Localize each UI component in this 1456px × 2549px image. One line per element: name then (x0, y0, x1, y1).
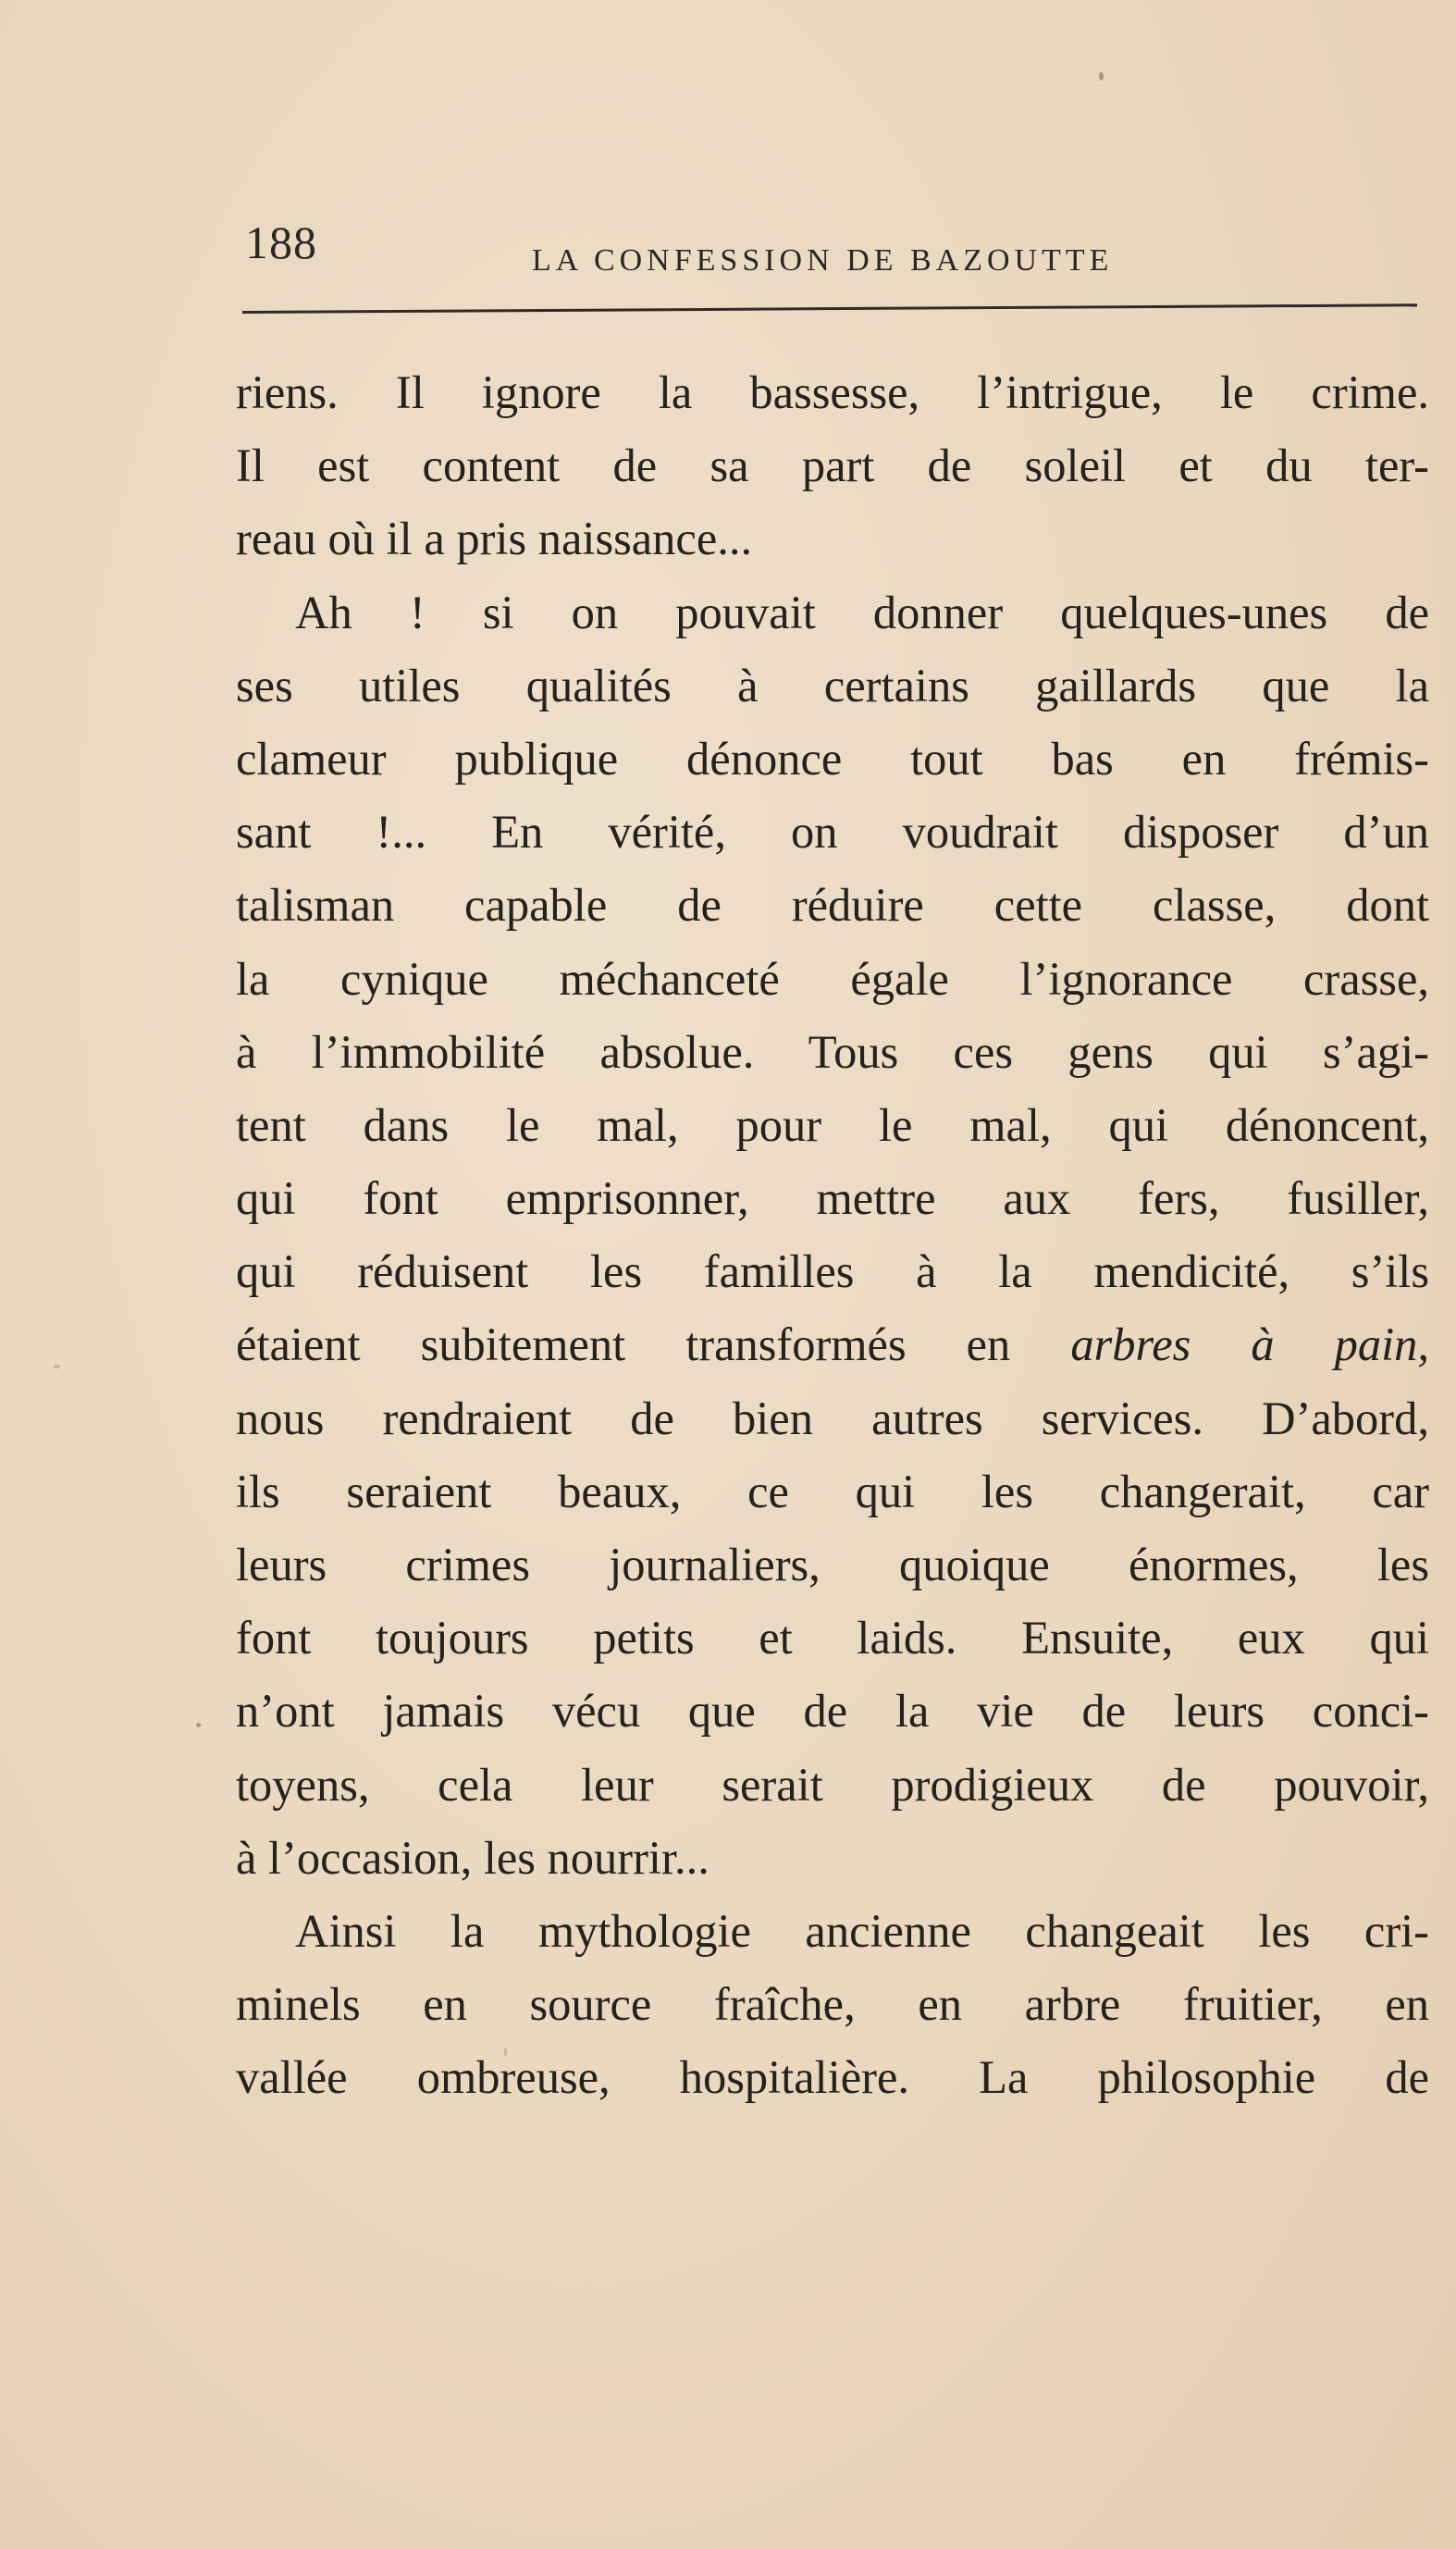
text-line: la cynique méchanceté égale l’ignorance crasse, (236, 952, 1429, 1005)
text-line: qui réduisent les familles à la mendicité, s’ils (236, 1245, 1429, 1298)
text-line: nous rendraient de bien autres services. D’abord, (236, 1392, 1429, 1444)
text-line: reau où il a pris naissance... (236, 513, 753, 565)
page-number: 188 (245, 217, 317, 268)
text-line: leurs crimes journaliers, quoique énormes, les (236, 1539, 1429, 1590)
paper-speck (504, 2048, 507, 2057)
text-line: qui font emprisonner, mettre aux fers, fusiller, (236, 1172, 1429, 1225)
text-line: talisman capable de réduire cette classe, dont (236, 879, 1429, 932)
paragraph-start-line: Ah ! si on pouvait donner quelques-unes de (295, 586, 1429, 638)
italic-phrase: arbres à pain, (1070, 1318, 1429, 1371)
running-head (236, 208, 1429, 282)
text-segment: étaient subitement transformés en (236, 1318, 1071, 1371)
text-line: riens. Il ignore la bassesse, l’intrigue, le crime. (236, 366, 1429, 418)
text-line: toyens, cela leur serait prodigieux de pouvoir, (236, 1758, 1429, 1811)
text-line: clameur publique dénonce tout bas en frémis- (236, 732, 1429, 785)
text-line: tent dans le mal, pour le mal, qui dénoncent, (236, 1098, 1429, 1151)
text-line: n’ont jamais vécu que de la vie de leurs conci- (236, 1685, 1429, 1738)
text-line: minels en source fraîche, en arbre fruitier, en (236, 1978, 1429, 2031)
text-line: vallée ombreuse, hospitalière. La philosophie de (236, 2051, 1429, 2104)
paper-speck (1099, 72, 1104, 80)
paper-speck (196, 1723, 201, 1727)
paper-speck (54, 1365, 60, 1368)
text-line: Il est content de sa part de soleil et du ter- (236, 439, 1429, 492)
text-line: font toujours petits et laids. Ensuite, eux qui (236, 1612, 1429, 1664)
paragraph-start-line: Ainsi la mythologie ancienne changeait les cri- (295, 1904, 1429, 1957)
text-line: à l’immobilité absolue. Tous ces gens qui s’agi- (236, 1025, 1429, 1078)
header-rule (242, 303, 1417, 314)
text-line: à l’occasion, les nourrir... (236, 1831, 709, 1884)
text-line: ses utiles qualités à certains gaillards que la (236, 659, 1429, 711)
body-text (236, 356, 1429, 2115)
text-line: sant !... En vérité, on voudrait disposer d’un (236, 806, 1429, 859)
running-title: LA CONFESSION DE BAZOUTTE (532, 243, 1114, 278)
text-line-with-italic (236, 1308, 1429, 1381)
text-line: ils seraient beaux, ce qui les changerait, car (236, 1465, 1429, 1517)
